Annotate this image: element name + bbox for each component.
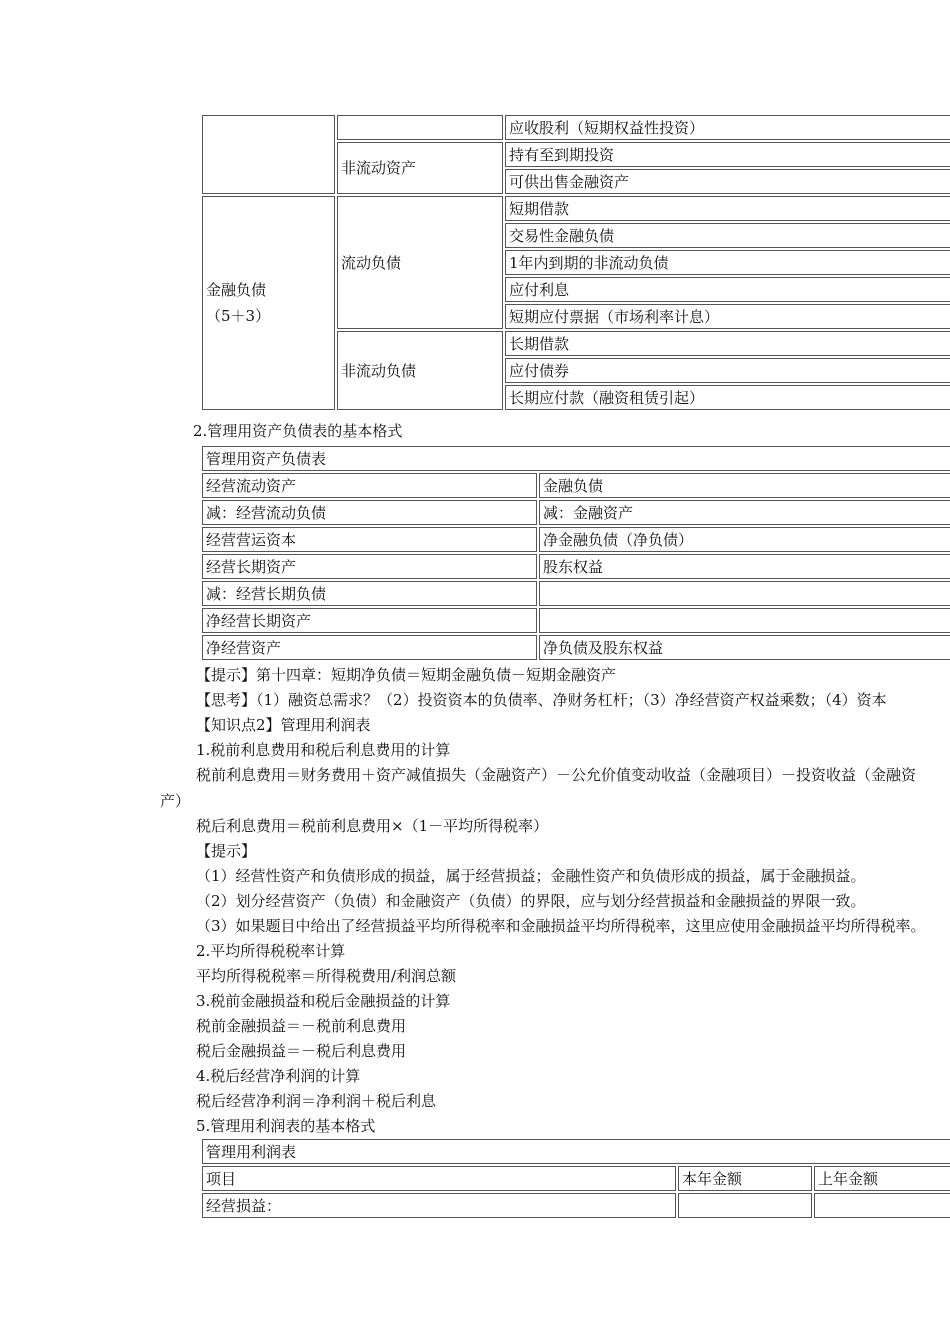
table-row [202,196,950,221]
formula-text: 税后利息费用＝税前利息费用×（1－平均所得税率） [196,817,549,835]
section-heading: 3.税前金融损益和税后金融损益的计算 [196,992,451,1010]
section-heading: 2.平均所得税税率计算 [196,942,346,960]
financial-liabilities-count: （5＋3） [206,307,271,325]
tip-item: （2）划分经营资产（负债）和金融资产（负债）的界限，应与划分经营损益和金融损益的界限一致。 [196,892,866,910]
formula-text: 平均所得税税率＝所得税费用/利润总额 [196,967,457,985]
column-header: 项目 [202,1166,676,1191]
table-cell: 净经营长期资产 [202,608,537,633]
table-cell: 短期应付票据（市场利率计息） [505,304,950,329]
table-cell [678,1193,812,1218]
table-cell: 流动负债 [337,196,503,329]
section-heading: 4.税后经营净利润的计算 [196,1067,361,1085]
think-text: 【思考】（1）融资总需求？（2）投资资本的负债率、净财务杠杆；（3）净经营资产权益乘数；（4）资本 [196,691,887,709]
table-row [202,1139,950,1164]
knowledge-point-heading: 【知识点2】管理用利润表 [196,716,371,734]
table-cell [814,1193,950,1218]
table-row [202,581,950,606]
formula-text: 产） [160,792,191,810]
section-heading: 5.管理用利润表的基本格式 [196,1117,376,1135]
table-cell [539,581,950,606]
financial-liabilities-label: 金融负债 [206,281,267,299]
column-header: 本年金额 [678,1166,812,1191]
table-cell: 经营营运资本 [202,527,537,552]
table-cell: 经营流动资产 [202,473,537,498]
income-statement-table [200,1137,950,1220]
formula-text: 税后金融损益＝－税后利息费用 [196,1042,407,1060]
financial-liabilities-cell [202,196,335,410]
table-row [202,608,950,633]
table-header-row [202,1166,950,1191]
table-row [202,527,950,552]
table-cell: 净负债及股东权益 [539,635,950,660]
table-cell: 股东权益 [539,554,950,579]
table-row [202,446,950,471]
table-cell: 可供出售金融资产 [505,169,950,194]
formula-text: 税前利息费用＝财务费用＋资产减值损失（金融资产）－公允价值变动收益（金融项目）－投资收益（金融资 [196,766,917,784]
table-row [202,635,950,660]
table-cell: 经营长期资产 [202,554,537,579]
table-cell: 应付债券 [505,358,950,383]
table-cell: 应付利息 [505,277,950,302]
table-title-cell: 管理用资产负债表 [202,446,950,471]
table-row [202,1193,950,1218]
table-cell: 应收股利（短期权益性投资） [505,115,950,140]
tip-text: 【提示】第十四章：短期净负债＝短期金融负债－短期金融资产 [196,666,617,684]
table-cell: 持有至到期投资 [505,142,950,167]
table-row [202,115,950,140]
table-cell: 减：经营长期负债 [202,581,537,606]
balance-sheet-table [200,444,950,662]
table-cell: 净经营资产 [202,635,537,660]
table-cell: 减：经营流动负债 [202,500,537,525]
table-cell: 金融负债 [539,473,950,498]
section-heading: 1.税前利息费用和税后利息费用的计算 [196,741,451,759]
table-cell: 交易性金融负债 [505,223,950,248]
table-cell: 非流动资产 [337,142,503,194]
table-cell: 1年内到期的非流动负债 [505,250,950,275]
table-cell: 长期应付款（融资租赁引起） [505,385,950,410]
column-header: 上年金额 [814,1166,950,1191]
tip-item: （3）如果题目中给出了经营损益平均所得税率和金融损益平均所得税率，这里应使用金融损益平均所得税率。 [196,917,926,935]
section-heading: 2.管理用资产负债表的基本格式 [193,422,403,440]
table-cell: 净金融负债（净负债） [539,527,950,552]
table-cell: 长期借款 [505,331,950,356]
tip-label: 【提示】 [196,842,257,860]
table-cell: 非流动负债 [337,331,503,410]
table-cell: 短期借款 [505,196,950,221]
table-cell [539,608,950,633]
table-cell: 减：金融资产 [539,500,950,525]
tip-item: （1）经营性资产和负债形成的损益，属于经营损益；金融性资产和负债形成的损益，属于金融损益。 [196,867,866,885]
table-row [202,500,950,525]
formula-text: 税后经营净利润＝净利润＋税后利息 [196,1092,437,1110]
table-cell: 经营损益： [202,1193,676,1218]
table-title-cell: 管理用利润表 [202,1139,950,1164]
classification-table [200,113,950,412]
table-cell [337,115,503,140]
table-cell [202,115,335,194]
table-row [202,473,950,498]
table-row [202,554,950,579]
formula-text: 税前金融损益＝－税前利息费用 [196,1017,407,1035]
